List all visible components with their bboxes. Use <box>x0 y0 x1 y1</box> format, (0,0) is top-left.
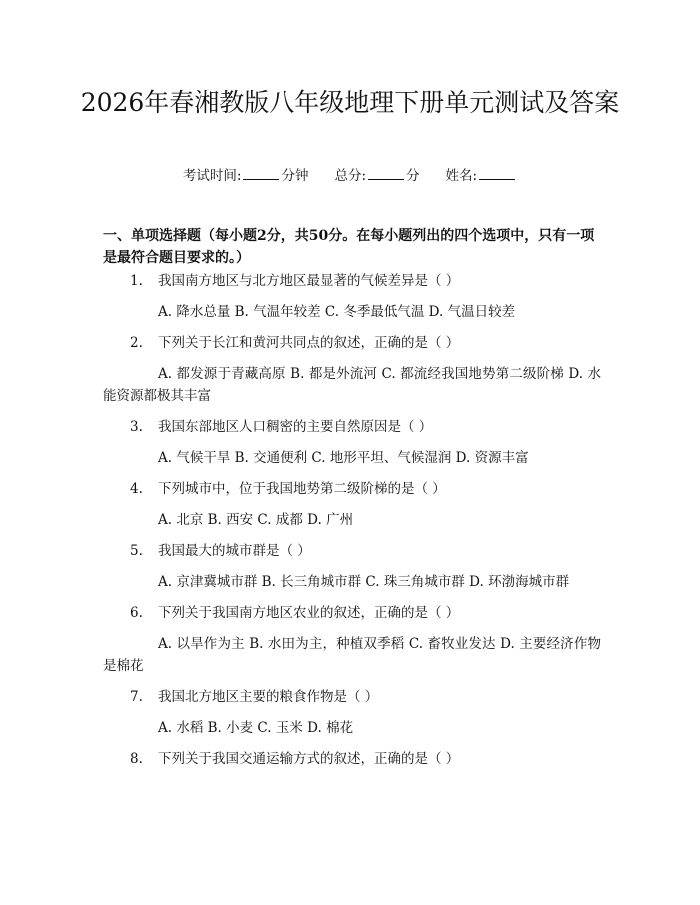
question-text: 我国北方地区主要的粮食作物是（ ） <box>158 689 379 705</box>
question-options: A. 京津冀城市群 B. 长三角城市群 C. 珠三角城市群 D. 环渤海城市群 <box>158 574 570 590</box>
question-options: A. 以旱作为主 B. 水田为主，种植双季稻 C. 畜牧业发达 D. 主要经济作物是棉花 <box>103 636 601 674</box>
question-text: 下列关于长江和黄河共同点的叙述，正确的是（ ） <box>158 335 460 351</box>
section-heading: 一、单项选择题（每小题2分，共50分。在每小题列出的四个选项中，只有一项是最符合题目要求的。） <box>103 228 595 266</box>
question-number: 1. <box>130 273 143 289</box>
question-number: 3. <box>130 419 143 435</box>
question-options: A. 降水总量 B. 气温年较差 C. 冬季最低气温 D. 气温日较差 <box>158 304 516 320</box>
exam-time-blank <box>243 167 279 180</box>
total-score-blank <box>368 167 404 180</box>
question-number: 2. <box>130 335 143 351</box>
total-score-unit: 分 <box>406 168 420 184</box>
question-item <box>103 270 601 292</box>
question-text: 下列关于我国交通运输方式的叙述，正确的是（ ） <box>158 751 460 767</box>
question-options: A. 水稻 B. 小麦 C. 玉米 D. 棉花 <box>158 720 354 736</box>
question-number: 6. <box>130 605 143 621</box>
question-item <box>103 332 601 354</box>
student-name-label: 姓名: <box>445 168 478 184</box>
question-item <box>103 686 601 708</box>
total-score-label: 总分: <box>334 168 367 184</box>
question-item <box>103 540 601 562</box>
exam-info-line <box>0 166 700 186</box>
question-number: 7. <box>130 689 143 705</box>
question-options: A. 北京 B. 西安 C. 成都 D. 广州 <box>158 512 354 528</box>
question-number: 8. <box>130 751 143 767</box>
question-text: 我国东部地区人口稠密的主要自然原因是（ ） <box>158 419 433 435</box>
question-list <box>103 270 601 779</box>
student-name-blank <box>479 167 515 180</box>
question-options: A. 都发源于青藏高原 B. 都是外流河 C. 都流经我国地势第二级阶梯 D. 水能资源都极其丰富 <box>103 366 601 404</box>
page-title: 2026年春湘教版八年级地理下册单元测试及答案 <box>80 88 620 117</box>
question-item <box>103 602 601 624</box>
question-text: 我国南方地区与北方地区最显著的气候差异是（ ） <box>158 273 460 289</box>
question-item <box>103 416 601 438</box>
question-text: 我国最大的城市群是（ ） <box>158 543 311 559</box>
question-number: 4. <box>130 481 143 497</box>
question-number: 5. <box>130 543 143 559</box>
question-text: 下列关于我国南方地区农业的叙述，正确的是（ ） <box>158 605 460 621</box>
question-item <box>103 748 601 770</box>
exam-time-unit: 分钟 <box>281 168 309 184</box>
question-text: 下列城市中，位于我国地势第二级阶梯的是（ ） <box>158 481 446 497</box>
question-item <box>103 478 601 500</box>
question-options: A. 气候干旱 B. 交通便利 C. 地形平坦、气候湿润 D. 资源丰富 <box>158 450 529 466</box>
exam-time-label: 考试时间: <box>182 168 242 184</box>
